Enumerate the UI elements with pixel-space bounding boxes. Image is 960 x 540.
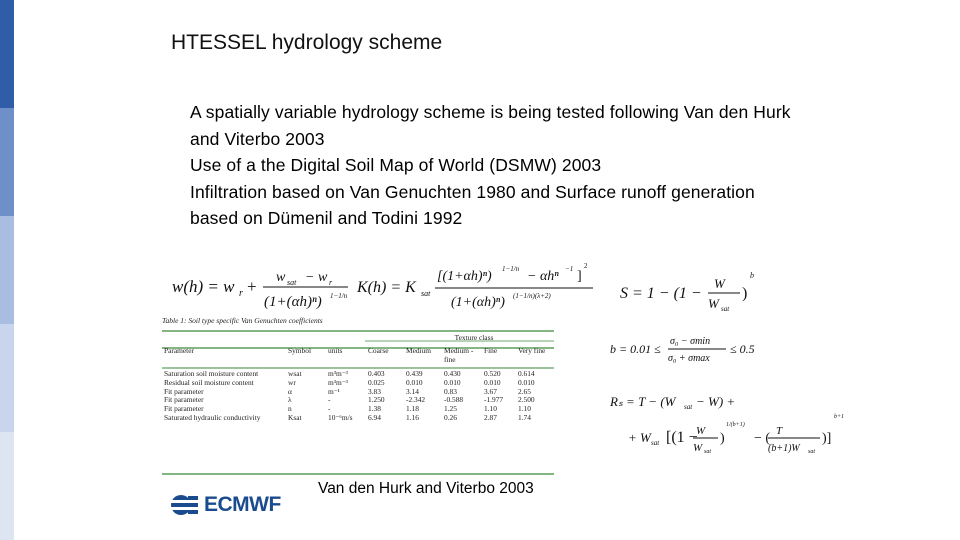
table-cell: 0.83 [444,386,457,396]
logo-text: ECMWF [204,493,281,516]
equation-retention-curve [170,262,355,314]
svg-text:(1+(αh)ⁿ): (1+(αh)ⁿ) [451,295,505,310]
svg-text:−1: −1 [565,265,574,273]
table-cell: 0.614 [518,369,535,378]
svg-text:1−1/n: 1−1/n [502,265,520,273]
texture-class-header: Texture class [454,333,494,342]
col-header: Fine [484,346,498,355]
svg-text:sat: sat [704,449,712,455]
accent-segment-4 [0,324,14,432]
svg-text:1−1/n: 1−1/n [330,292,348,300]
svg-text:1/(b+1): 1/(b+1) [726,422,745,428]
table-cell: 1.10 [518,404,531,414]
figure-citation: Van den Hurk and Viterbo 2003 [318,480,534,497]
table-cell: n [288,404,292,414]
svg-text:]: ] [577,269,582,284]
table-cell: 0.010 [444,377,461,387]
table-cell: - [328,404,331,414]
van-genuchten-coefficients-table [162,334,554,423]
table-cell: Fit parameter [164,404,204,414]
table-cell: -0.588 [444,395,464,405]
table-row [162,414,554,423]
table-cell: Ksat [288,412,302,422]
svg-text:w(h) = w: w(h) = w [172,277,235,296]
svg-text:σ₀ + σmax: σ₀ + σmax [668,353,710,364]
svg-text:K(h) = K: K(h) = K [357,279,416,296]
table-cell: -2.342 [406,395,426,405]
table-cell: wsat [288,369,302,378]
svg-text:): ) [720,431,725,446]
svg-text:sat: sat [287,278,297,287]
table-cell: λ [288,395,292,405]
table-cell: - [328,395,331,405]
table-cell: α [288,386,292,396]
bullet-item: Infiltration based on Van Genuchten 1980 and Surface runoff generation based on Dümenil and Todini 1992 [190,181,755,228]
col-header: Parameter [164,346,194,355]
svg-text:2: 2 [584,262,588,270]
svg-text:W: W [693,442,703,454]
table-cell: 0.010 [518,377,535,387]
accent-segment-2 [0,108,14,216]
bullet-item: Use of a the Digital Soil Map of World (DSMW) 2003 [190,155,602,175]
table-cell: Saturation soil moisture content [164,369,259,378]
table-cell: Saturated hydraulic conductivity [164,412,261,422]
svg-text:b: b [750,271,754,280]
col-header: Coarse [368,346,389,355]
svg-text:r: r [329,278,333,287]
svg-text:): ) [742,285,748,302]
svg-text:(1+(αh)ⁿ): (1+(αh)ⁿ) [264,294,322,310]
svg-text:b = 0.01 ≤: b = 0.01 ≤ [610,342,661,356]
table-cell: 1.38 [368,404,381,414]
svg-text:− w: − w [305,270,328,285]
svg-text:w: w [276,270,286,285]
table-cell: 0.430 [444,369,461,378]
svg-text:(1−1/n)(λ+2): (1−1/n)(λ+2) [513,292,551,300]
left-accent-bar [0,0,14,540]
svg-text:S = 1 − (1 −: S = 1 − (1 − [620,285,702,302]
equation-saturated-fraction [618,268,778,318]
svg-text:T: T [776,425,783,437]
table-cell: 1.10 [484,404,497,414]
svg-text:[(1+αh)ⁿ): [(1+αh)ⁿ) [437,269,492,284]
equations-figure [160,246,850,476]
accent-segment-5 [0,432,14,540]
col-header: Medium -fine [444,346,474,364]
svg-text:r: r [239,288,243,299]
table-cell: 0.010 [406,377,423,387]
col-header: Symbol [288,346,311,355]
table-cell: 0.439 [406,369,423,378]
table-cell: 3.83 [368,386,381,396]
svg-text:− (: − ( [754,431,771,446]
slide-title: HTESSEL hydrology scheme [171,31,443,54]
table-header-row [162,347,554,367]
table-cell: 3.67 [484,386,497,396]
svg-text:sat: sat [808,449,816,455]
svg-text:W: W [714,276,725,291]
svg-text:W: W [708,296,719,311]
svg-text:+: + [247,277,257,296]
table-cell: 3.14 [406,386,419,396]
table-cell: 1.18 [406,404,419,414]
svg-text:[(1 −: [(1 − [666,429,698,446]
svg-text:σ₀ − σmin: σ₀ − σmin [670,336,711,347]
table-cell: 2.500 [518,395,535,405]
equation-conductivity [355,258,605,318]
svg-text:− W) +: − W) + [696,394,736,409]
table-cell: 1.25 [444,404,457,414]
ecmwf-logo-icon [170,494,200,516]
table-cell: 2.65 [518,386,531,396]
table-cell: -1.977 [484,395,504,405]
svg-text:sat: sat [421,289,431,298]
svg-text:b+1: b+1 [834,414,845,420]
table-cell: m³m⁻³ [328,377,348,387]
table-cell: 0.26 [444,412,457,422]
col-header: Medium [406,346,432,355]
table-cell: 2.87 [484,412,497,422]
table-cell: Fit parameter [164,395,204,405]
svg-text:− αhⁿ: − αhⁿ [527,269,559,284]
accent-segment-3 [0,216,14,324]
table-cell: 0.403 [368,369,385,378]
svg-text:≤ 0.5: ≤ 0.5 [730,342,755,356]
table-cell: 0.025 [368,377,385,387]
col-header: Very fine [518,346,546,355]
table-caption: Table 1: Soil type specific Van Genuchten coefficients [162,316,323,325]
svg-text:sat: sat [684,403,693,411]
bullet-item: A spatially variable hydrology scheme is being tested following Van den Hurk and Viterbo 2003 [190,102,791,149]
svg-text:+ W: + W [628,430,651,445]
svg-text:sat: sat [721,305,730,313]
table-cell: m³m⁻³ [328,369,348,378]
svg-text:sat: sat [651,439,660,447]
table-cell: 6.94 [368,412,381,422]
bullet-list [190,99,800,232]
accent-segment-1 [0,0,14,108]
svg-text:W: W [696,425,706,437]
table-cell: 0.010 [484,377,501,387]
table-cell: wr [288,377,296,387]
table-cell: 1.250 [368,395,385,405]
table-cell: m⁻¹ [328,386,340,396]
equation-surface-runoff [608,390,848,470]
ecmwf-logo [170,492,281,518]
table-cell: 1.16 [406,412,419,422]
svg-text:Rₛ = T − (W: Rₛ = T − (W [610,394,676,409]
equation-b-parameter [608,330,768,370]
svg-text:)]: )] [822,431,832,446]
table-cell: 1.74 [518,412,531,422]
col-header: units [328,346,343,355]
table-cell: 0.520 [484,369,501,378]
table-cell: Fit parameter [164,386,204,396]
svg-text:(b+1)W: (b+1)W [768,443,800,454]
table-cell: Residual soil moisture content [164,377,254,387]
table-cell: 10⁻⁶m/s [328,412,353,422]
